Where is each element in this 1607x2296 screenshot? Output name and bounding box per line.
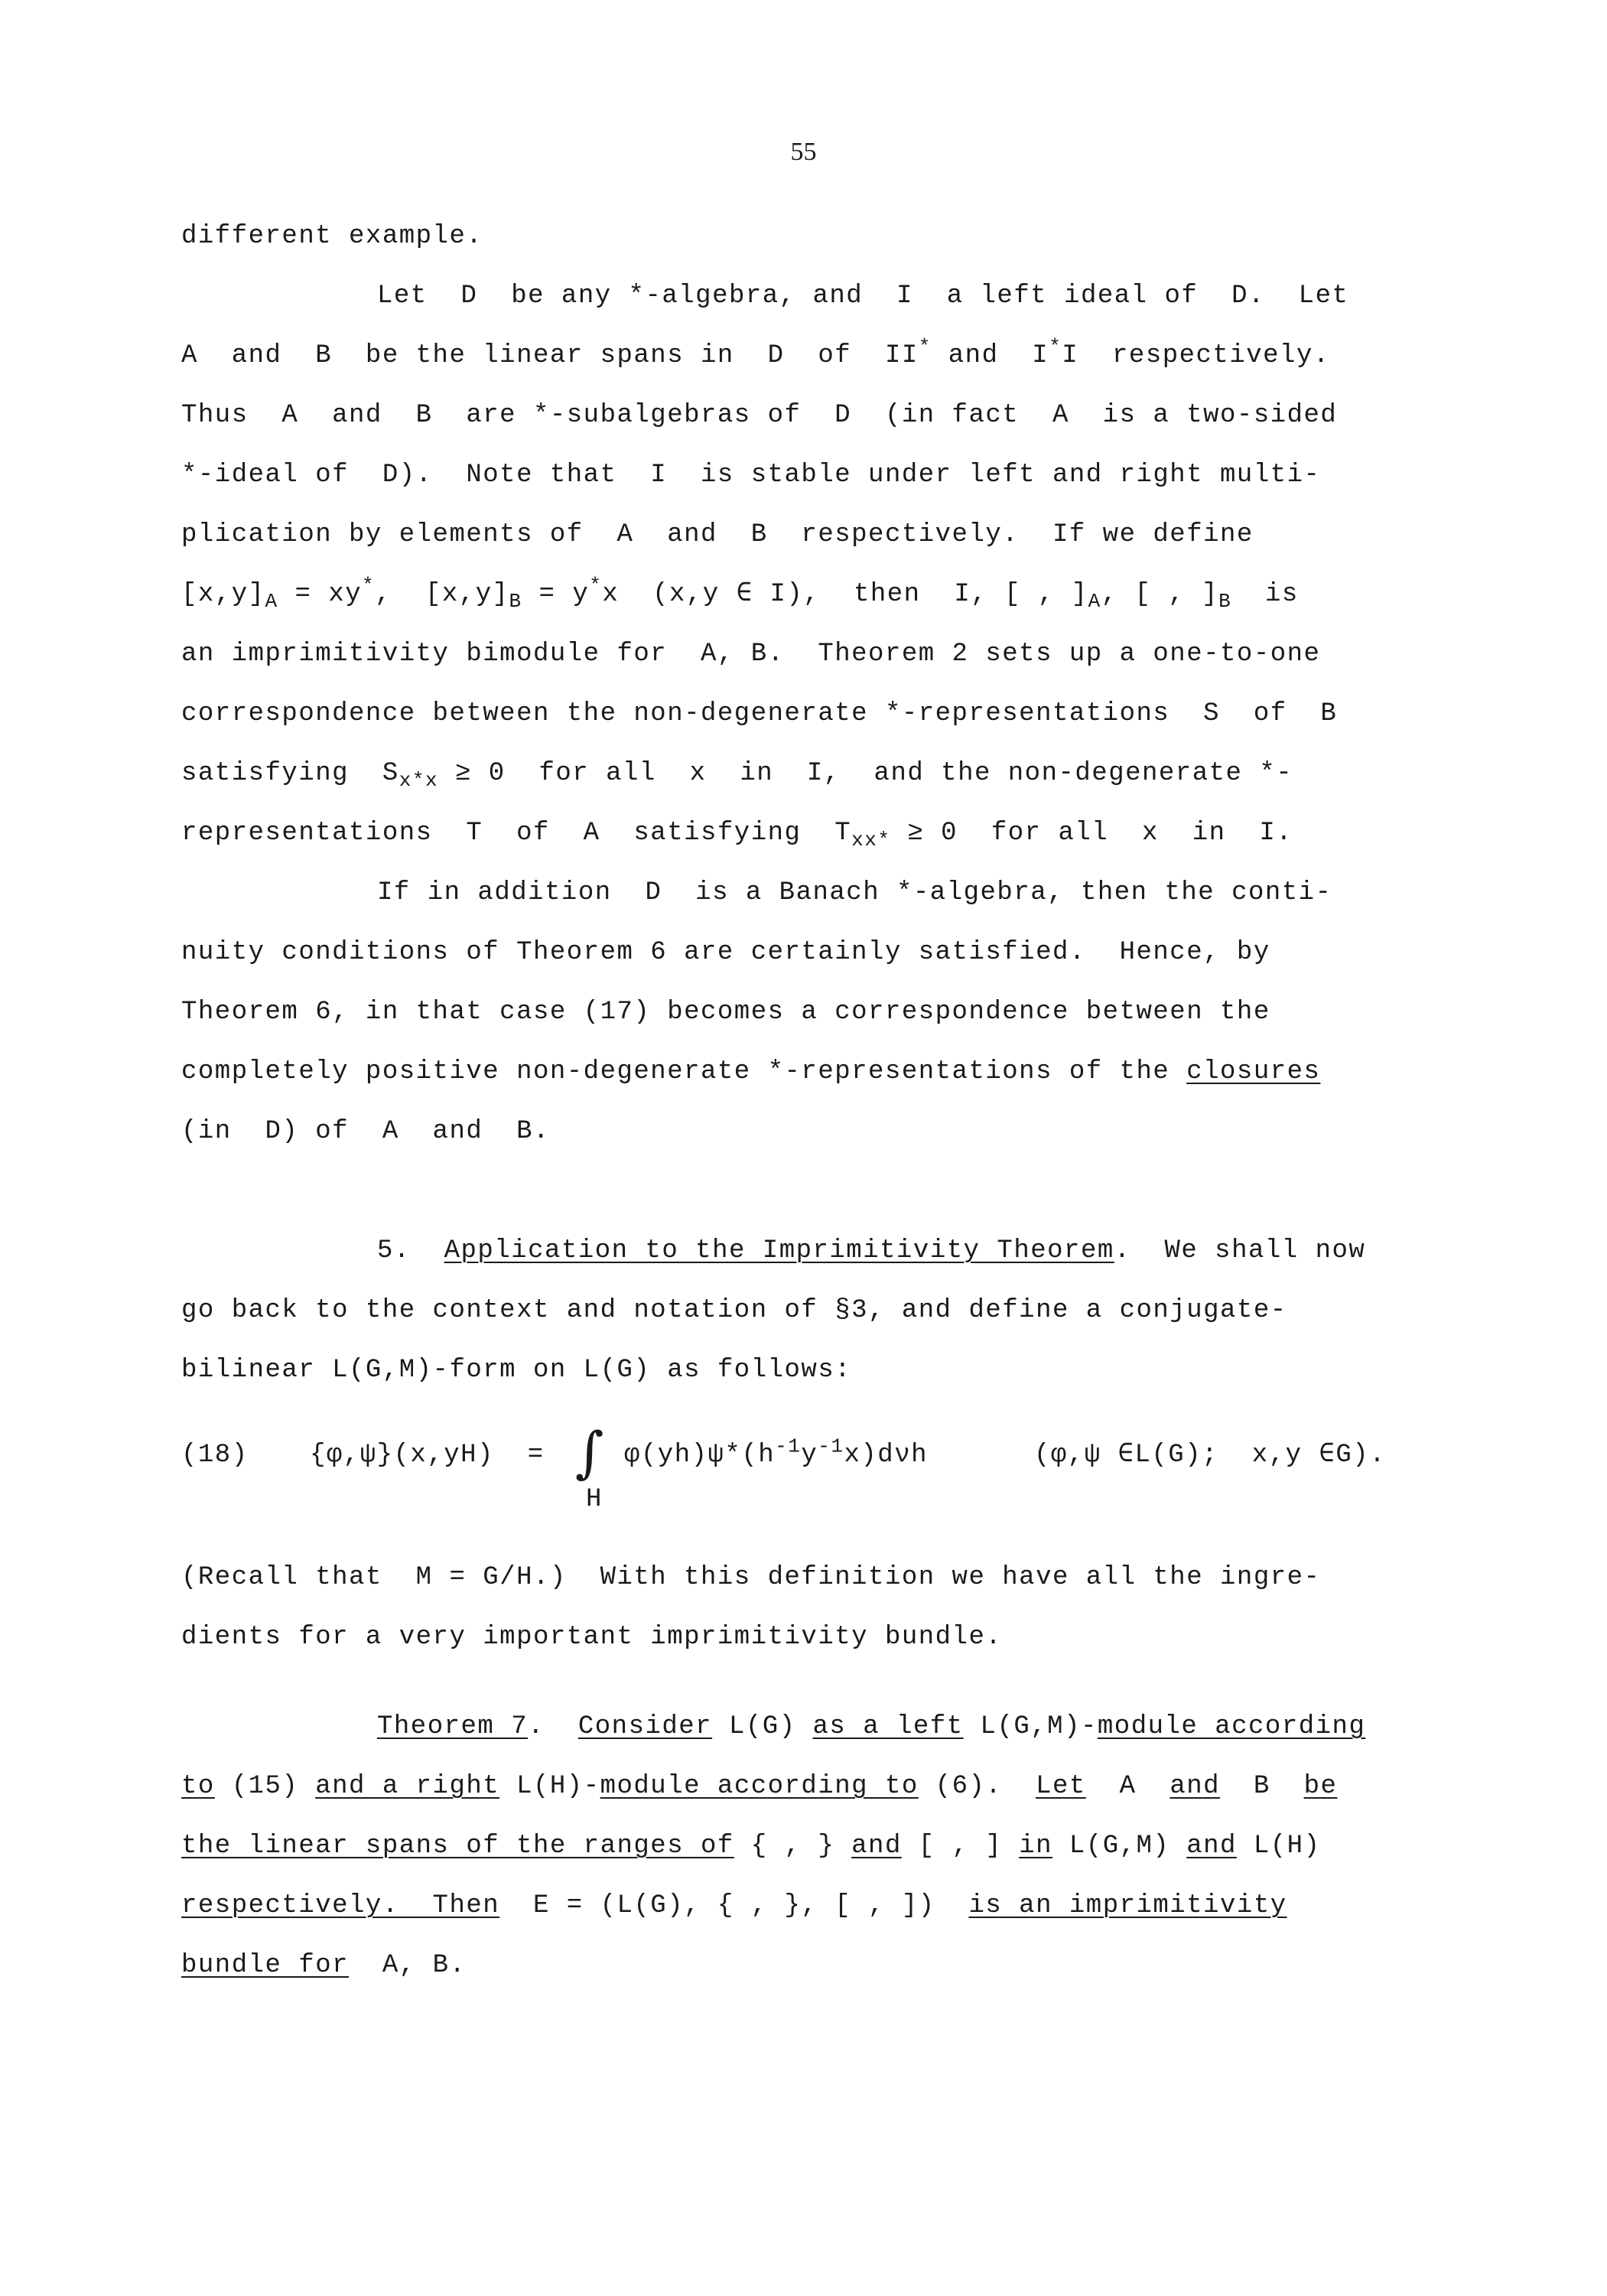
theorem-statement: respectively. Then E = (L(G), { , }, [ , ]) is an imprimitivity bbox=[181, 1891, 1287, 1920]
text-line: plication by elements of A and B respectively. If we define bbox=[181, 520, 1254, 549]
text-line: completely positive non-degenerate *-representations of the closures bbox=[181, 1057, 1321, 1086]
equation-condition: (φ,ψ ∈L(G); x,y ∈G). bbox=[1034, 1441, 1387, 1470]
text-line: $[x,y]_A = xy^*$, $[x,y]_B = y^*x$ (x,y ∈ I), then I, [ , ]$_A$, [ , ]$_B$ is bbox=[181, 574, 1299, 613]
text-line: bilinear L(G,M)-form on L(G) as follows: bbox=[181, 1356, 852, 1385]
text-line: If in addition D is a Banach *-algebra, then the conti- bbox=[377, 878, 1332, 907]
equation-lhs: {φ,ψ}(x,yH) = bbox=[310, 1441, 545, 1470]
text-line: different example. bbox=[181, 222, 483, 251]
theorem-statement: Theorem 7. Consider L(G) as a left L(G,M)-module according bbox=[377, 1712, 1366, 1741]
equation-rhs: $\varphi(yh)\psi*(h^{-1}y^{-1}x)d\nu h$ bbox=[624, 1435, 929, 1470]
text-line: Theorem 6, in that case (17) becomes a correspondence between the bbox=[181, 998, 1270, 1027]
theorem-statement: to (15) and a right L(H)-module according to (6). Let A and B be bbox=[181, 1772, 1338, 1801]
text-line: (in D) of A and B. bbox=[181, 1117, 550, 1146]
text-line: an imprimitivity bimodule for A, B. Theorem 2 sets up a one-to-one bbox=[181, 640, 1321, 669]
text-line: Thus A and B are *-subalgebras of D (in fact A is a two-sided bbox=[181, 401, 1338, 430]
equation-label: (18) bbox=[181, 1441, 249, 1470]
section-heading: 5. Application to the Imprimitivity Theorem. We shall now bbox=[377, 1236, 1366, 1265]
text-line: *-ideal of D). Note that I is stable under left and right multi- bbox=[181, 461, 1321, 490]
page-number: 55 bbox=[790, 138, 817, 166]
integral-sign: ∫ bbox=[575, 1420, 604, 1484]
text-line: A and B be the linear spans in D of II* and I*I respectively. bbox=[181, 335, 1330, 370]
theorem-statement: bundle for A, B. bbox=[181, 1951, 467, 1980]
equation-subscript: H bbox=[586, 1485, 603, 1514]
text-line: Let D be any *-algebra, and I a left ideal of D. Let bbox=[377, 282, 1349, 311]
text-line: representations T of A satisfying $T_{xx*} \ge 0$ for all x in I. bbox=[181, 819, 1293, 852]
text-line: satisfying $S_{x*x} \ge 0$ for all x in I, and the non-degenerate *- bbox=[181, 759, 1293, 792]
text-line: dients for a very important imprimitivity bundle. bbox=[181, 1623, 1003, 1652]
text-line: nuity conditions of Theorem 6 are certainly satisfied. Hence, by bbox=[181, 938, 1270, 967]
text-line: correspondence between the non-degenerate *-representations S of B bbox=[181, 699, 1338, 728]
text-line: (Recall that M = G/H.) With this definition we have all the ingre- bbox=[181, 1563, 1321, 1592]
theorem-statement: the linear spans of the ranges of { , } and [ , ] in L(G,M) and L(H) bbox=[181, 1832, 1321, 1861]
text-line: go back to the context and notation of §3, and define a conjugate- bbox=[181, 1296, 1287, 1325]
